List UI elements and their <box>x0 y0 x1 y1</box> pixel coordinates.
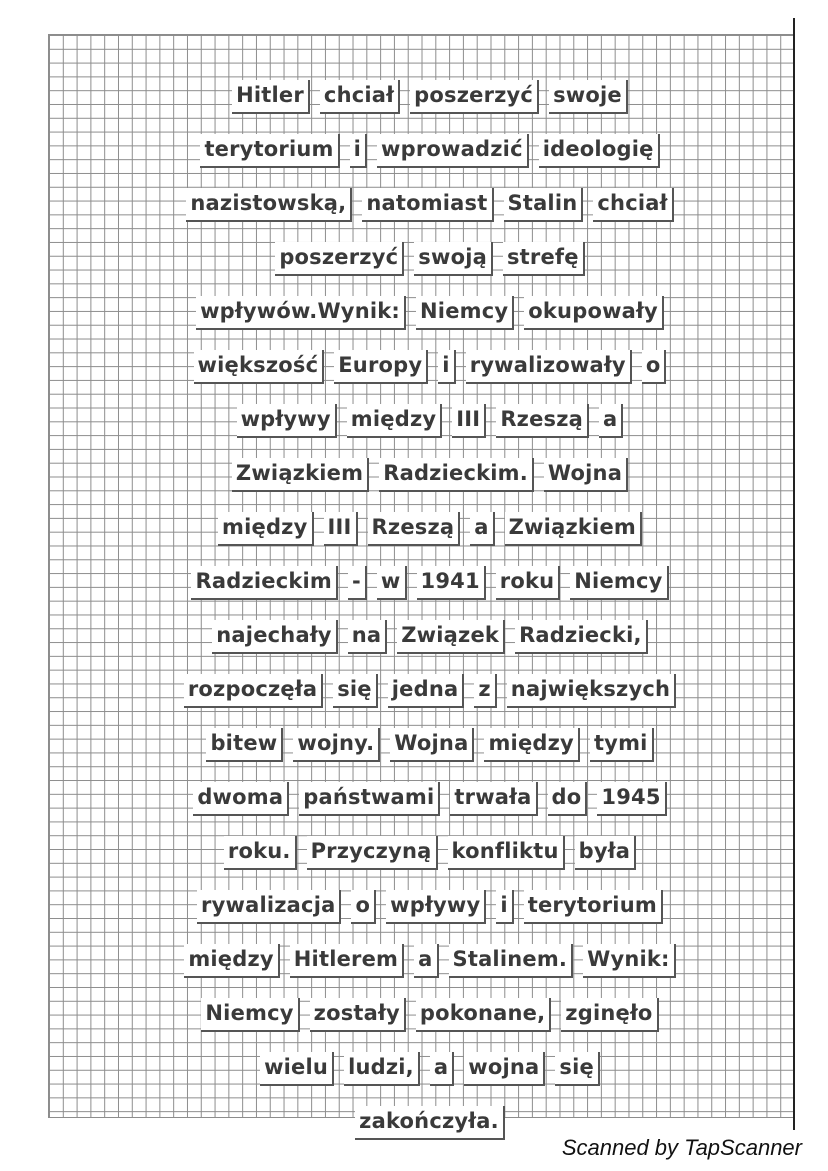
word-box: Rzeszą <box>368 512 461 546</box>
word-box: bitew <box>206 728 283 762</box>
word-box: Związkiem <box>505 512 642 546</box>
word-box: poszerzyć <box>275 242 404 276</box>
word-box: terytorium <box>200 134 339 168</box>
word-box: Przyczyną <box>307 836 438 870</box>
scanner-watermark: Scanned by TapScanner <box>561 1135 802 1160</box>
word-box: Związek <box>397 620 505 654</box>
word-box: w <box>377 566 407 600</box>
word-box: ludzi, <box>344 1052 420 1086</box>
word-box: Radzieckim. <box>379 458 534 492</box>
word-box: nazistowską, <box>186 188 352 222</box>
word-box: III <box>324 512 358 546</box>
word-box: Wojna <box>544 458 628 492</box>
word-box: strefę <box>503 242 585 276</box>
word-box: a <box>599 404 623 438</box>
word-box: roku <box>496 566 561 600</box>
word-box: Wojna <box>390 728 474 762</box>
word-box: Związkiem <box>232 458 369 492</box>
word-box: wpływy <box>237 404 337 438</box>
word-box: natomiast <box>362 188 493 222</box>
text-line <box>150 178 710 232</box>
word-box: - <box>348 566 367 600</box>
word-box: i <box>496 890 513 924</box>
word-box: pokonane, <box>416 998 551 1032</box>
word-box: państwami <box>299 782 440 816</box>
text-line <box>150 394 710 448</box>
text-line <box>150 718 710 772</box>
text-line <box>150 826 710 880</box>
word-box: trwała <box>450 782 537 816</box>
word-box: rywalizacja <box>197 890 341 924</box>
word-box: dwoma <box>193 782 289 816</box>
word-box: i <box>438 350 455 384</box>
word-box: była <box>575 836 637 870</box>
word-box: tymi <box>590 728 654 762</box>
word-box: Niemcy <box>570 566 668 600</box>
word-box: chciał <box>320 80 400 114</box>
text-line <box>150 772 710 826</box>
word-box: III <box>452 404 486 438</box>
word-box: między <box>184 944 279 978</box>
word-box: swoją <box>414 242 493 276</box>
text-line <box>150 448 710 502</box>
word-box: się <box>333 674 378 708</box>
word-box: poszerzyć <box>410 80 539 114</box>
word-box: roku. <box>224 836 297 870</box>
word-box: między <box>347 404 442 438</box>
word-box: największych <box>507 674 676 708</box>
word-box: zginęło <box>561 998 658 1032</box>
text-line <box>150 664 710 718</box>
text-line <box>150 286 710 340</box>
word-box: o <box>642 350 667 384</box>
text-line <box>150 610 710 664</box>
word-box: okupowały <box>524 296 664 330</box>
word-box: Europy <box>334 350 428 384</box>
text-line <box>150 70 710 124</box>
word-box: między <box>218 512 313 546</box>
word-box: wojna <box>464 1052 545 1086</box>
word-box: wojny. <box>293 728 380 762</box>
word-box: z <box>474 674 496 708</box>
page-edge-line <box>793 18 795 1130</box>
word-box: a <box>470 512 494 546</box>
word-box: większość <box>194 350 325 384</box>
word-box: na <box>348 620 388 654</box>
word-box: Hitler <box>232 80 310 114</box>
word-box: a <box>430 1052 454 1086</box>
text-line <box>150 232 710 286</box>
word-box: Radzieckim <box>191 566 338 600</box>
word-box: i <box>350 134 367 168</box>
word-box: ideologię <box>539 134 660 168</box>
text-line <box>150 340 710 394</box>
word-box: Hitlerem <box>290 944 404 978</box>
handwritten-text-block <box>150 70 710 1150</box>
word-box: Rzeszą <box>496 404 589 438</box>
text-line <box>150 880 710 934</box>
word-box: się <box>555 1052 600 1086</box>
word-box: wprowadzić <box>377 134 529 168</box>
word-box: a <box>414 944 438 978</box>
word-box: swoje <box>549 80 628 114</box>
word-box: 1941 <box>417 566 486 600</box>
word-box: konfliktu <box>448 836 565 870</box>
word-box: między <box>484 728 579 762</box>
word-box: o <box>351 890 376 924</box>
word-box: wpływy <box>386 890 486 924</box>
word-box: chciał <box>593 188 673 222</box>
word-box: wpływów.Wynik: <box>196 296 406 330</box>
text-line <box>150 556 710 610</box>
word-box: Stalinem. <box>449 944 574 978</box>
word-box: rozpoczęła <box>184 674 323 708</box>
word-box: Niemcy <box>416 296 514 330</box>
word-box: Radziecki, <box>515 620 648 654</box>
word-box: terytorium <box>524 890 663 924</box>
text-line <box>150 1042 710 1096</box>
text-line <box>150 124 710 178</box>
word-box: rywalizowały <box>466 350 632 384</box>
text-line <box>150 934 710 988</box>
word-box: do <box>548 782 588 816</box>
word-box: najechały <box>212 620 337 654</box>
word-box: 1945 <box>597 782 666 816</box>
word-box: wielu <box>260 1052 334 1086</box>
word-box: jedna <box>388 674 465 708</box>
word-box: Stalin <box>504 188 584 222</box>
word-box: Wynik: <box>583 944 676 978</box>
text-line <box>150 988 710 1042</box>
text-line <box>150 502 710 556</box>
word-box: zostały <box>310 998 406 1032</box>
word-box: Niemcy <box>201 998 299 1032</box>
word-box: zakończyła. <box>355 1106 505 1140</box>
